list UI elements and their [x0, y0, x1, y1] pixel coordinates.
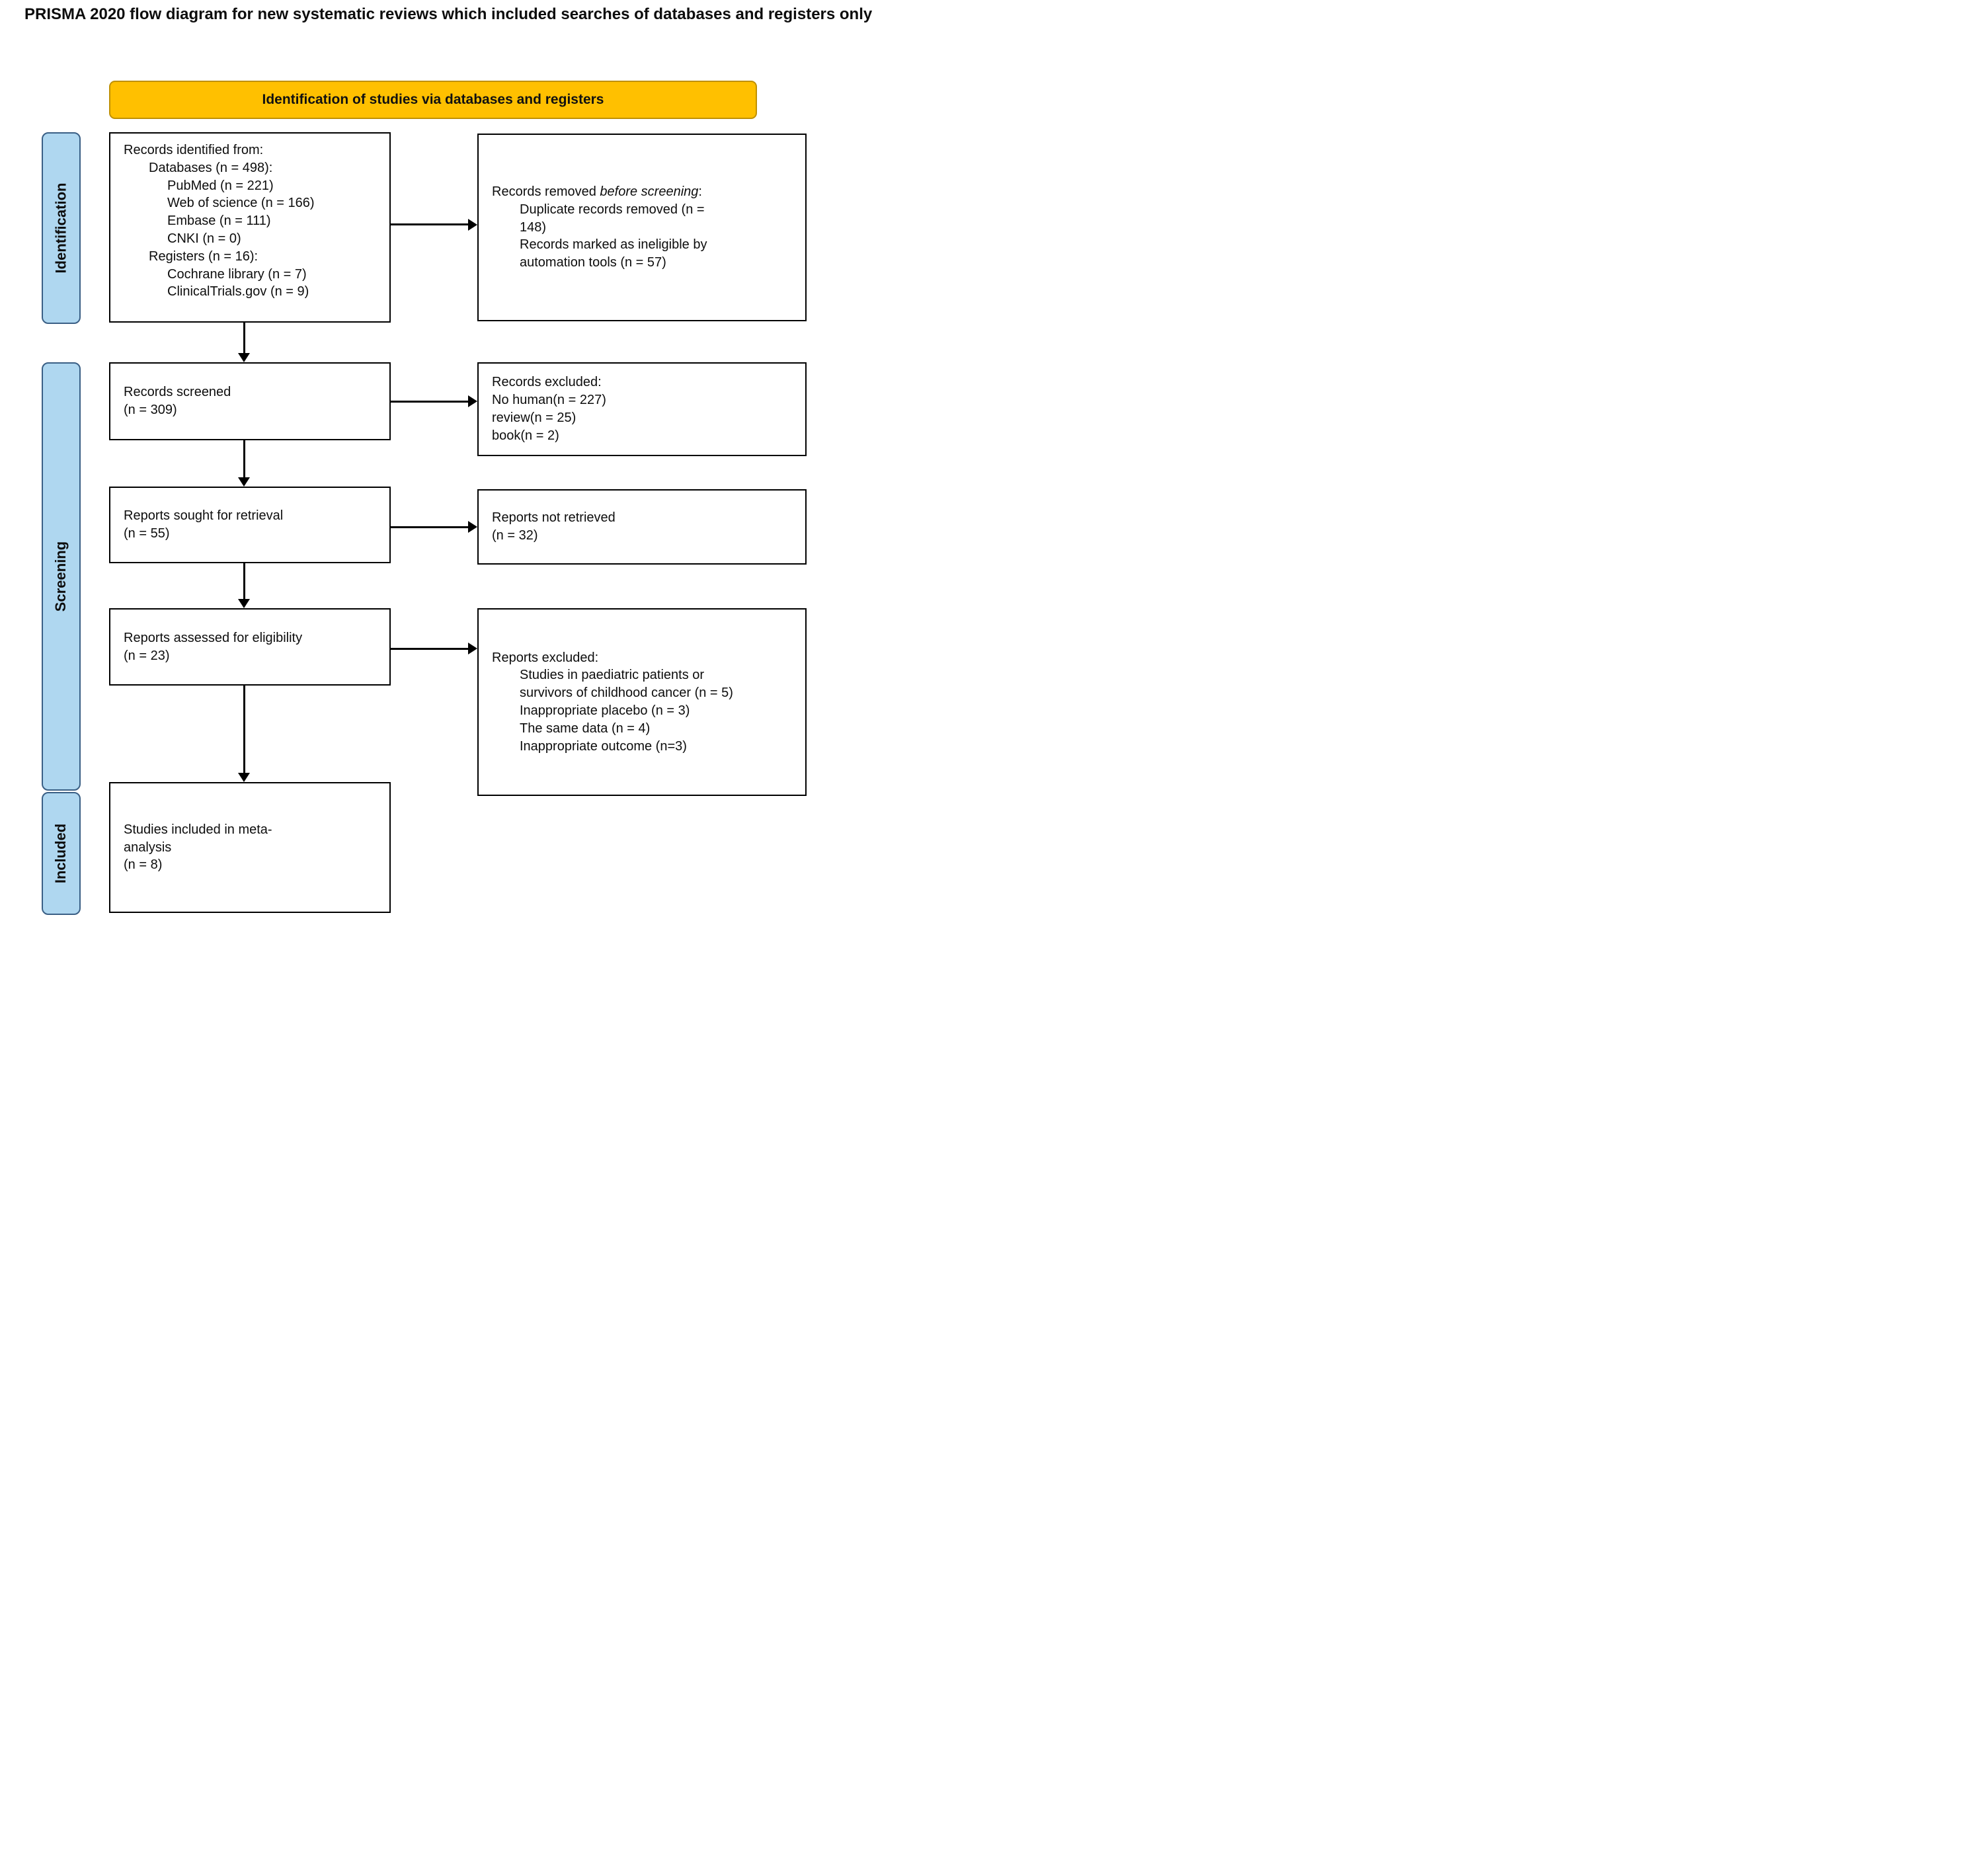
banner-label: Identification of studies via databases and registers [262, 92, 604, 107]
records-excluded-line: book(n = 2) [492, 428, 559, 443]
arrow-down-head-icon [238, 773, 250, 782]
studies-included-count: (n = 8) [124, 857, 163, 873]
records-identified-line: CNKI (n = 0) [167, 231, 241, 246]
records-removed-heading-prefix: Records removed [492, 184, 600, 199]
records-excluded-line: Records excluded: [492, 375, 602, 390]
box-studies-included [109, 782, 391, 913]
stage-included-label: Included [52, 823, 69, 884]
reports-not-retrieved-line: Reports not retrieved [492, 510, 616, 526]
records-identified-line: Registers (n = 16): [149, 249, 258, 264]
stage-identification-label: Identification [52, 182, 69, 274]
arrow-down-sought-to-assessed [243, 563, 245, 600]
stage-screening [42, 362, 81, 791]
arrow-right-head-icon [468, 521, 477, 533]
stage-identification [42, 132, 81, 324]
arrow-right-head-icon [468, 643, 477, 654]
reports-excluded-item: Inappropriate placebo (n = 3) [520, 703, 690, 718]
reports-excluded-heading: Reports excluded: [492, 650, 599, 665]
box-records-removed [477, 134, 807, 321]
box-records-identified [109, 132, 391, 323]
box-records-screened [109, 362, 391, 440]
box-reports-not-retrieved [477, 489, 807, 565]
arrow-right-identified-to-removed [391, 223, 469, 225]
records-excluded-line: No human(n = 227) [492, 393, 606, 408]
arrow-down-head-icon [238, 353, 250, 362]
records-screened-line: Records screened [124, 385, 231, 400]
arrow-down-head-icon [238, 599, 250, 608]
arrow-down-head-icon [238, 477, 250, 487]
records-identified-line: PubMed (n = 221) [167, 178, 274, 193]
records-identified-line: ClinicalTrials.gov (n = 9) [167, 284, 309, 299]
records-identified-line: Databases (n = 498): [149, 160, 273, 175]
reports-not-retrieved-count: (n = 32) [492, 528, 538, 543]
records-removed-heading [492, 183, 766, 201]
studies-included-line: Studies included in meta-analysis [124, 822, 272, 855]
records-identified-line: Cochrane library (n = 7) [167, 266, 307, 282]
prisma-flow-diagram [0, 0, 994, 928]
arrow-right-sought-to-not-retrieved [391, 526, 469, 528]
box-reports-excluded [477, 608, 807, 796]
reports-excluded-item: Studies in paediatric patients or survivors of childhood cancer (n = 5) [520, 668, 733, 701]
page-title: PRISMA 2020 flow diagram for new systematic reviews which included searches of databases and registers only [24, 5, 873, 23]
arrow-right-screened-to-excluded [391, 401, 469, 403]
records-removed-heading-suffix: : [698, 184, 702, 199]
stage-screening-label: Screening [52, 541, 69, 612]
reports-assessed-count: (n = 23) [124, 648, 170, 663]
records-removed-item: Duplicate records removed (n = 148) [520, 202, 705, 235]
records-identified-line: Embase (n = 111) [167, 214, 271, 229]
box-records-excluded [477, 362, 807, 456]
records-removed-item: Records marked as ineligible by automation tools (n = 57) [520, 237, 707, 270]
records-excluded-line: review(n = 25) [492, 411, 577, 425]
box-reports-assessed [109, 608, 391, 686]
arrow-right-assessed-to-reports-excluded [391, 648, 469, 650]
arrow-down-assessed-to-included [243, 686, 245, 773]
reports-excluded-item: Inappropriate outcome (n=3) [520, 738, 687, 754]
box-reports-sought [109, 487, 391, 563]
arrow-right-head-icon [468, 395, 477, 407]
reports-excluded-item: The same data (n = 4) [520, 721, 651, 736]
reports-sought-line: Reports sought for retrieval [124, 508, 284, 524]
banner-identification-of-studies [109, 81, 757, 119]
records-identified-line: Web of science (n = 166) [167, 196, 315, 211]
stage-included [42, 792, 81, 915]
arrow-down-screened-to-sought [243, 440, 245, 478]
reports-sought-count: (n = 55) [124, 526, 170, 541]
arrow-down-identified-to-screened [243, 323, 245, 354]
records-identified-line: Records identified from: [124, 143, 264, 157]
records-removed-heading-italic: before screening [600, 184, 699, 199]
arrow-right-head-icon [468, 219, 477, 231]
records-screened-count: (n = 309) [124, 403, 177, 417]
reports-assessed-line: Reports assessed for eligibility [124, 630, 303, 645]
